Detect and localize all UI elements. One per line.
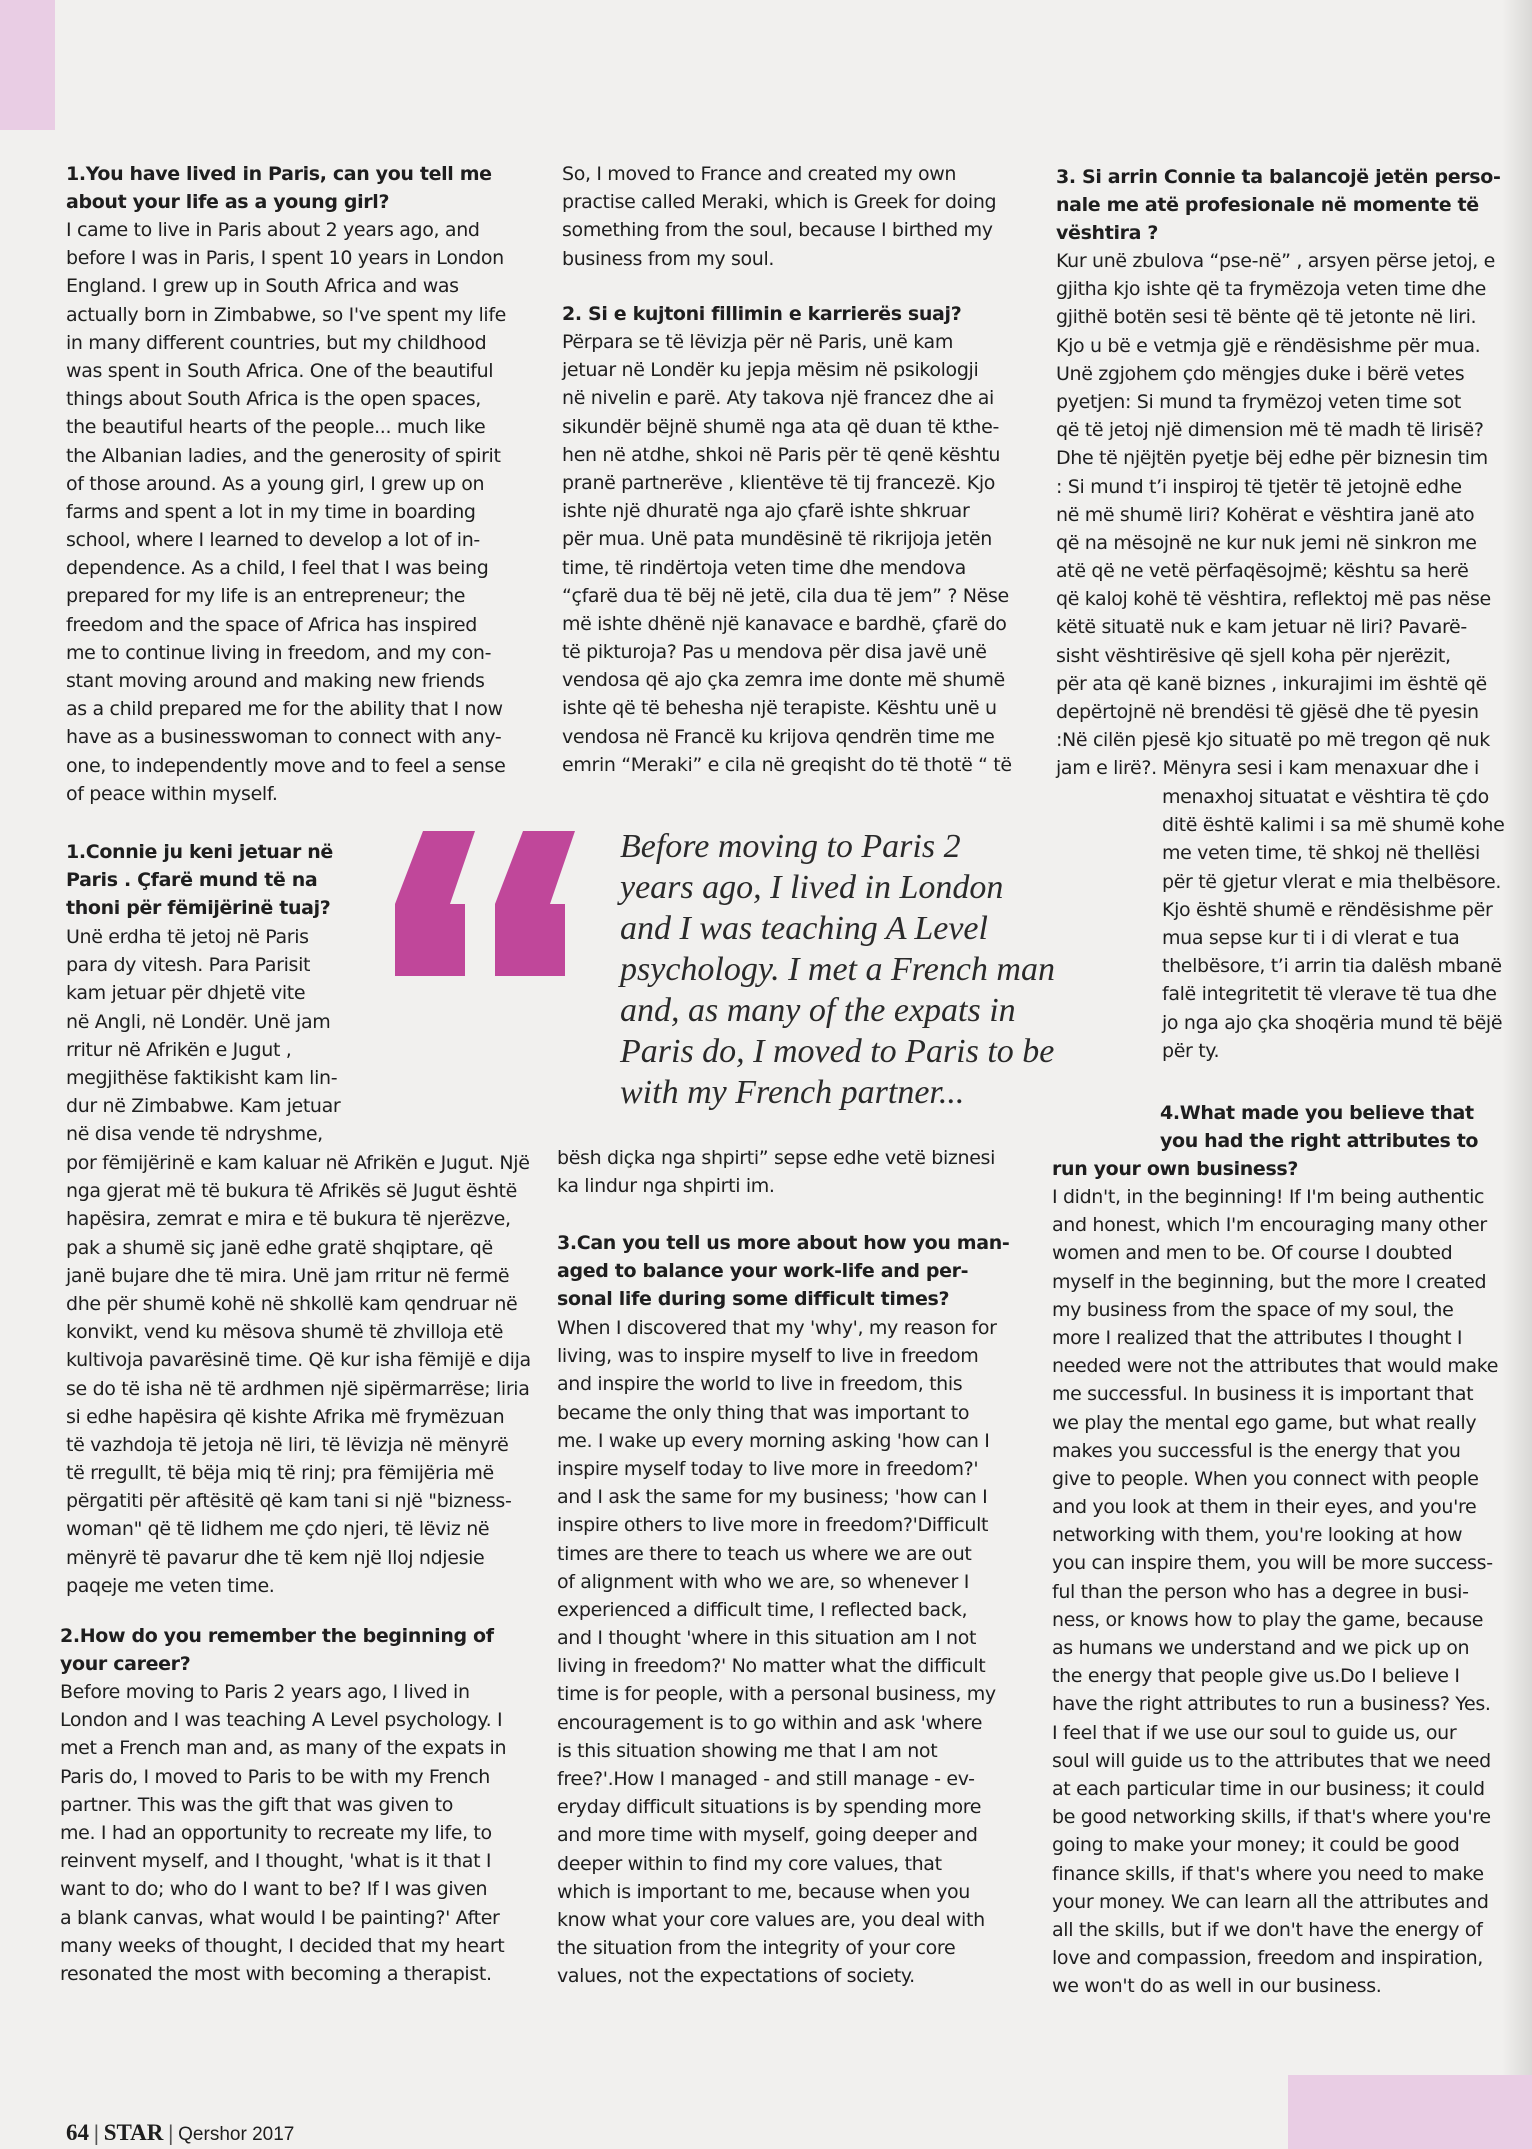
text-line: kam jetuar për dhjetë vite <box>66 982 306 1005</box>
text-line: woman" që të lidhem me çdo njeri, të lëviz në <box>66 1518 490 1541</box>
text-line: përgatiti për aftësitë që kam tani si një "bizness- <box>66 1490 512 1513</box>
issue-date: Qershor 2017 <box>178 2124 295 2145</box>
question-1-al-heading <box>66 838 333 923</box>
question-2-en-continued <box>562 160 996 273</box>
question-3-al-body-continued <box>1162 783 1504 1065</box>
text-line: makes you successful is the energy that you <box>1052 1439 1461 1462</box>
text-line: pak a shumë siç janë edhe gratë shqiptare, që <box>66 1236 493 1259</box>
text-line: me veten time, të shkoj në thellësi <box>1162 842 1480 865</box>
text-line: experienced a difficult time, I reflected back, <box>557 1598 968 1621</box>
text-line: të pikturoja? Pas u mendova për disa javë unë <box>562 641 987 664</box>
text-line: I came to live in Paris about 2 years ago, and <box>66 219 480 241</box>
text-line: and inspire the world to live in freedom, this <box>557 1373 963 1396</box>
text-line: që na mësojnë ne kur nuk jemi në sinkron me <box>1056 531 1477 554</box>
text-line: times are there to teach us where we are out <box>557 1542 972 1565</box>
question-4-en-body <box>1052 1183 1498 2000</box>
text-line: farms and spent a lot in my time in boarding <box>66 500 476 523</box>
text-line: my business from the space of my soul, the <box>1052 1298 1454 1321</box>
text-line: se do të isha në të ardhmen një sipërmarrëse; liria <box>66 1377 530 1400</box>
text-line: the Albanian ladies, and the generosity of spirit <box>66 444 501 467</box>
text-line: with my French partner... <box>620 1074 965 1111</box>
text-line: as a child prepared me for the ability that I now <box>66 698 503 721</box>
text-line: gjitha kjo ishte që ta frymëzoja veten time dhe <box>1056 278 1487 301</box>
text-line: one, to independently move and to feel a sense <box>66 754 506 777</box>
text-line: me to continue living in freedom, and my con- <box>66 641 492 664</box>
text-line: ful than the person who has a degree in busi- <box>1052 1580 1469 1603</box>
text-line: : Si mund t’i inspiroj të tjetër të jetojnë edhe <box>1056 475 1462 498</box>
page-number: 64 <box>66 2120 89 2145</box>
text-line: jo nga ajo çka shoqëria mund të bëjë <box>1162 1011 1503 1034</box>
separator: | <box>167 2121 175 2145</box>
text-line: business from my soul. <box>562 247 775 270</box>
text-line: When I discovered that my 'why', my reason for <box>557 1317 997 1339</box>
text-line: inspire myself today to live more in freedom?' <box>557 1457 979 1480</box>
text-line: Kur unë zbulova “pse-në” , arsyen përse jetoj, e <box>1056 250 1496 272</box>
text-line: para dy vitesh. Para Parisit <box>66 954 311 977</box>
text-line: reinvent myself, and I thought, 'what is it that I <box>60 1850 492 1873</box>
text-line: and I ask the same for my business; 'how can I <box>557 1486 988 1509</box>
text-line: freedom and the space of Africa has inspired <box>66 613 477 636</box>
text-line: stant moving around and making new friends <box>66 670 485 692</box>
text-line: ishte që të behesha një terapiste. Kështu unë u <box>562 697 997 720</box>
question-3-al-body <box>1056 247 1495 783</box>
text-line: London and I was teaching A Level psychology. I <box>60 1709 503 1732</box>
text-line: be good networking skills, if that's where you're <box>1052 1806 1491 1829</box>
text-line: time is for people, with a personal business, my <box>557 1683 996 1706</box>
text-line: prepared for my life is an entrepreneur; the <box>66 585 466 608</box>
text-line: menaxhoj situatat e vështira të çdo <box>1162 786 1489 808</box>
text-line: rritur në Afrikën e Jugut , <box>66 1038 292 1061</box>
text-line: inspire others to live more in freedom?'Difficult <box>557 1514 989 1537</box>
question-1-al-body-continued <box>66 1149 531 1600</box>
text-line: jam e lirë?. Mënyra sesi i kam menaxuar dhe i <box>1056 757 1479 780</box>
text-line: falë integritetit të vlerave të tua dhe <box>1162 983 1497 1006</box>
question-3-al-heading <box>1056 163 1501 248</box>
text-line: dependence. As a child, I feel that I was being <box>66 557 489 580</box>
text-line: Before moving to Paris 2 <box>620 828 961 865</box>
text-line: soul will guide us to the attributes that we need <box>1052 1749 1491 1772</box>
text-line: vështira ? <box>1056 222 1159 245</box>
text-line: për të gjetur vlerat e mia thelbësore. <box>1162 870 1502 893</box>
text-line: 3.Can you tell us more about how you man- <box>557 1232 1010 1254</box>
text-line: dhe për shumë kohë në shkollë kam qendruar në <box>66 1292 518 1315</box>
text-line: women and men to be. Of course I doubted <box>1052 1242 1453 1265</box>
text-line: në disa vende të ndryshme, <box>66 1123 323 1146</box>
text-line: Before moving to Paris 2 years ago, I lived in <box>60 1681 470 1703</box>
text-line: ditë është kalimi i sa më shumë kohe <box>1162 814 1505 837</box>
text-line: partner. This was the gift that was given to <box>60 1793 454 1816</box>
text-line: your career? <box>60 1653 191 1676</box>
text-line: 4.What made you believe that <box>1160 1102 1474 1124</box>
text-line: të vazhdoja të jetoja në liri, të lëvizja në mënyrë <box>66 1433 509 1456</box>
text-line: për ata që kanë biznes , inkurajimi im është që <box>1056 672 1487 695</box>
text-line: myself in the beginning, but the more I created <box>1052 1270 1487 1293</box>
text-line: paqeje me veten time. <box>66 1574 275 1597</box>
text-line: going to make your money; it could be good <box>1052 1834 1460 1857</box>
text-line: pyetjen: Si mund ta frymëzoj veten time sot <box>1056 390 1462 413</box>
text-line: finance skills, if that's where you need to make <box>1052 1862 1484 1885</box>
text-line: something from the soul, because I birthed my <box>562 219 993 242</box>
text-line: eryday difficult situations is by spending more <box>557 1796 982 1819</box>
question-1-al-body <box>66 923 340 1149</box>
text-line: këtë situatë nuk e kam jetuar në liri? Pavarë- <box>1056 616 1467 639</box>
text-line: Paris . Çfarë mund të na <box>66 869 318 892</box>
text-line: practise called Meraki, which is Greek for doing <box>562 191 997 214</box>
text-line: and I thought 'where in this situation am I not <box>557 1627 977 1650</box>
page-footer <box>66 2120 294 2146</box>
text-line: needed were not the attributes that would make <box>1052 1355 1499 1378</box>
text-line: networking with them, you're looking at how <box>1052 1524 1463 1547</box>
text-line: në nivelin e parë. Aty takova një francez dhe ai <box>562 387 994 410</box>
text-line: Paris do, I moved to Paris to be <box>620 1033 1055 1070</box>
text-line: living, was to inspire myself to live in freedom <box>557 1345 979 1368</box>
text-line: Paris do, I moved to Paris to be with my French <box>60 1765 490 1788</box>
text-line: me successful. In business it is important that <box>1052 1383 1474 1406</box>
question-4-en-heading <box>1160 1099 1478 1155</box>
text-line: më ishte dhënë një kanavace e bardhë, çfarë do <box>562 612 1007 635</box>
quotation-mark-icon <box>395 826 585 976</box>
text-line: is this situation showing me that I am not <box>557 1739 938 1762</box>
text-line: depërtojnë në brendësi të gjësë dhe të pyesin <box>1056 701 1479 723</box>
text-line: megjithëse faktikisht kam lin- <box>66 1066 338 1089</box>
page-edge-shadow <box>1502 0 1532 2149</box>
text-line: Kjo u bë e vetmja gjë e rëndësishme për mua. <box>1056 334 1481 357</box>
text-line: at each particular time in our business; it could <box>1052 1777 1485 1800</box>
text-line: aged to balance your work-life and per- <box>557 1260 969 1283</box>
text-line: living in freedom?' No matter what the difficult <box>557 1655 986 1678</box>
text-line: resonated the most with becoming a therapist. <box>60 1962 492 1985</box>
text-line: your money. We can learn all the attributes and <box>1052 1890 1489 1913</box>
text-line: values, not the expectations of society. <box>557 1965 915 1988</box>
text-line: the beautiful hearts of the people... much like <box>66 416 486 439</box>
question-2-en-heading <box>60 1622 494 1678</box>
text-line: Unë zgjohem çdo mëngjes duke i bërë vetes <box>1056 362 1465 385</box>
text-line: Dhe të njëjtën pyetje bëj edhe për biznesin tim <box>1056 447 1488 470</box>
text-line: sisht vështirësive që sjell koha për njerëzit, <box>1056 644 1451 667</box>
text-line: për ty. <box>1162 1039 1220 1062</box>
text-line: the energy that people give us.Do I believe I <box>1052 1665 1460 1688</box>
text-line: love and compassion, freedom and inspiration, <box>1052 1947 1483 1970</box>
text-line: nga gjerat më të bukura të Afrikës së Jugut është <box>66 1180 517 1203</box>
text-line: have the right attributes to run a business? Yes. <box>1052 1693 1491 1716</box>
text-line: know what your core values are, you deal with <box>557 1908 985 1931</box>
text-line: deeper within to find my core values, that <box>557 1852 942 1875</box>
text-line: :Në cilën pjesë kjo situatë po më tregon që nuk <box>1056 729 1490 752</box>
text-line: give to people. When you connect with people <box>1052 1467 1479 1490</box>
text-line: me. I wake up every morning asking 'how can I <box>557 1429 990 1452</box>
text-line: sikundër bëjnë shumë nga ata që duan të kthe- <box>562 415 999 438</box>
question-1-en-heading <box>66 160 492 216</box>
text-line: gjithë botën sesi të bënte që të jetonte në liri. <box>1056 306 1477 329</box>
text-line: ishte një dhuratë nga ajo çfarë ishte shkruar <box>562 500 970 523</box>
text-line: hapësira, zemrat e mira e të bukura të njerëzve, <box>66 1208 511 1231</box>
question-3-en-heading <box>557 1229 1009 1314</box>
text-line: 3. Si arrin Connie ta balancojë jetën perso- <box>1056 166 1501 188</box>
text-line: as humans we understand and we pick up on <box>1052 1637 1470 1659</box>
text-line: England. I grew up in South Africa and was <box>66 275 459 298</box>
question-2-en-body <box>60 1678 506 1988</box>
pull-quote <box>620 826 1055 1113</box>
text-line: pranë partnerëve , klientëve të tij francezë. Kjo <box>562 471 996 494</box>
text-line: 1.You have lived in Paris, can you tell me <box>66 163 492 185</box>
text-line: Unë erdha të jetoj në Paris <box>66 926 309 948</box>
separator: | <box>93 2121 100 2145</box>
text-line: jetuar në Londër ku jepja mësim në psikologji <box>562 359 979 382</box>
text-line: many weeks of thought, I decided that my heart <box>60 1934 505 1957</box>
text-line: we won't do as well in our business. <box>1052 1975 1382 1998</box>
text-line: në më shumë liri? Kohërat e vështira janë ato <box>1056 503 1475 526</box>
text-line: të rregullt, të bëja miq të rinj; pra fëmijëria më <box>66 1462 494 1485</box>
decorative-pink-block <box>0 0 55 130</box>
text-line: was spent in South Africa. One of the beautiful <box>66 359 494 382</box>
text-line: për mua. Unë pata mundësinë të rikrijoja jetën <box>562 528 992 551</box>
text-line: all the skills, but if we don't have the energy of <box>1052 1918 1483 1941</box>
text-line: ness, or knows how to play the game, because <box>1052 1608 1484 1631</box>
text-line: you can inspire them, you will be more success- <box>1052 1552 1493 1575</box>
text-line: want to do; who do I want to be? If I was given <box>60 1878 488 1901</box>
text-line: and, as many of the expats in <box>620 992 1016 1029</box>
text-line: hen në atdhe, shkoi në Paris për të qenë kështu <box>562 443 1001 466</box>
text-line: a blank canvas, what would I be painting?' After <box>60 1906 500 1929</box>
text-line: mënyrë të pavarur dhe të kem një lloj ndjesie <box>66 1546 485 1569</box>
text-line: psychology. I met a French man <box>620 951 1055 988</box>
text-line: encouragement is to go within and ask 'where <box>557 1711 983 1734</box>
text-line: things about South Africa is the open spaces, <box>66 388 481 411</box>
text-line: Kjo është shumë e rëndësishme për <box>1162 898 1493 921</box>
decorative-pink-block <box>1288 2075 1532 2149</box>
question-2-al-body <box>562 328 1012 779</box>
text-line: “çfarë dua të bëj në jetë, cila dua të jem” ? Nëse <box>562 584 1009 607</box>
text-line: run your own business? <box>1052 1158 1299 1180</box>
text-line: mua sepse kur ti i di vlerat e tua <box>1162 926 1460 949</box>
question-1-en-body <box>66 216 506 808</box>
text-line: have as a businesswoman to connect with any- <box>66 726 502 749</box>
text-line: of peace within myself. <box>66 782 278 805</box>
text-line: si edhe hapësira që kishte Afrika më frymëzuan <box>66 1405 505 1428</box>
text-line: në Angli, në Londër. Unë jam <box>66 1010 331 1033</box>
text-line: ka lindur nga shpirti im. <box>557 1175 775 1198</box>
text-line: vendosa në Francë ku krijova qendrën time me <box>562 725 995 748</box>
question-4-en-heading-end <box>1052 1155 1298 1183</box>
text-line: in many different countries, but my childhood <box>66 331 487 354</box>
text-line: you had the right attributes to <box>1160 1130 1479 1153</box>
text-line: janë bujare dhe të mira. Unë jam rritur në fermë <box>66 1264 510 1287</box>
text-line: the situation from the integrity of your core <box>557 1937 956 1960</box>
text-line: of those around. As a young girl, I grew up on <box>66 472 485 495</box>
question-2-al-heading <box>562 300 961 328</box>
text-line: which is important to me, because when you <box>557 1880 970 1903</box>
text-line: kultivoja pavarësinë time. Që kur isha fëmijë e dija <box>66 1349 531 1372</box>
text-line: So, I moved to France and created my own <box>562 163 957 185</box>
text-line: years ago, I lived in London <box>620 869 1004 906</box>
text-line: thoni për fëmijërinë tuaj? <box>66 897 331 920</box>
magazine-name: STAR <box>103 2120 164 2145</box>
text-line: dur në Zimbabwe. Kam jetuar <box>66 1095 341 1118</box>
text-line: 1.Connie ju keni jetuar në <box>66 841 333 863</box>
text-line: and I was teaching A Level <box>620 910 988 947</box>
text-line: and you look at them in their eyes, and you're <box>1052 1496 1477 1519</box>
text-line: 2.How do you remember the beginning of <box>60 1625 494 1647</box>
text-line: I didn't, in the beginning! If I'm being authentic <box>1052 1186 1485 1208</box>
question-2-al-continued <box>557 1144 995 1200</box>
text-line: became the only thing that was important to <box>557 1401 970 1424</box>
text-line: more I realized that the attributes I thought I <box>1052 1326 1463 1349</box>
text-line: konvikt, vend ku mësova shumë të zhvilloja etë <box>66 1321 504 1344</box>
text-line: 2. Si e kujtoni fillimin e karrierës suaj? <box>562 303 962 325</box>
text-line: I feel that if we use our soul to guide us, our <box>1052 1721 1457 1744</box>
text-line: sonal life during some difficult times? <box>557 1288 950 1311</box>
text-line: met a French man and, as many of the expats in <box>60 1737 507 1760</box>
text-line: before I was in Paris, I spent 10 years in London <box>66 247 504 270</box>
text-line: time, të rindërtoja veten time dhe mendova <box>562 556 966 579</box>
question-3-en-body <box>557 1314 997 1991</box>
text-line: nale me atë profesionale në momente të <box>1056 194 1479 217</box>
text-line: që kaloj kohë të vështira, reflektoj më pas nëse <box>1056 588 1491 611</box>
text-line: që të jetoj një dimension më të madh të lirisë? <box>1056 419 1484 442</box>
text-line: and more time with myself, going deeper and <box>557 1824 978 1847</box>
text-line: free?'.How I managed - and still manage - ev- <box>557 1768 975 1790</box>
text-line: actually born in Zimbabwe, so I've spent my life <box>66 303 507 326</box>
text-line: atë që ne vetë përfaqësojmë; kështu sa herë <box>1056 560 1469 583</box>
text-line: we play the mental ego game, but what really <box>1052 1411 1477 1434</box>
text-line: thelbësore, t’i arrin tia dalësh mbanë <box>1162 955 1502 978</box>
text-line: and honest, which I'm encouraging many other <box>1052 1214 1487 1237</box>
text-line: bësh diçka nga shpirti” sepse edhe vetë biznesi <box>557 1147 996 1169</box>
text-line: of alignment with who we are, so whenever I <box>557 1570 969 1593</box>
text-line: about your life as a young girl? <box>66 191 390 214</box>
text-line: Përpara se të lëvizja për në Paris, unë kam <box>562 331 953 353</box>
text-line: me. I had an opportunity to recreate my life, to <box>60 1821 492 1844</box>
text-line: vendosa që ajo çka zemra ime donte më shumë <box>562 669 1005 692</box>
text-line: school, where I learned to develop a lot of in- <box>66 529 480 552</box>
text-line: por fëmijërinë e kam kaluar në Afrikën e Jugut. Një <box>66 1152 530 1174</box>
text-line: emrin “Meraki” e cila në greqisht do të thotë “ të <box>562 753 1012 776</box>
